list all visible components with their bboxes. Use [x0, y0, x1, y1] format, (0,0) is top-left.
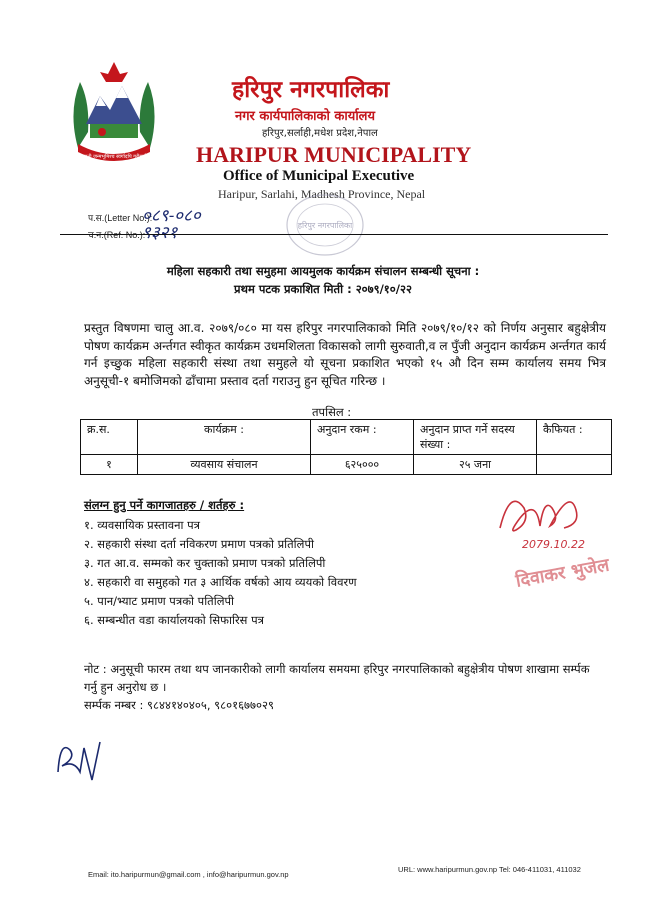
nepal-emblem-icon: [60, 52, 168, 172]
municipality-seal: [283, 190, 367, 260]
notice-body: [84, 320, 606, 390]
office-name-english: Office of Municipal Executive: [223, 168, 415, 184]
note-text: नोट : अनुसूची फारम तथा थप जानकारीको लागी कार्यालय समयमा हरिपुर नगरपालिकाको बहुक्षेत्रीय पोषण शाखामा सर्म्पक गर्नु हुन अनुरोध छ ।: [84, 662, 590, 694]
author-signature: [50, 732, 110, 788]
address-english: Haripur, Sarlahi, Madhesh Province, Nepal: [218, 187, 426, 201]
svg-text:जननी जन्मभूमिश्च स्वर्गादपि गर: जननी जन्मभूमिश्च स्वर्गादपि गरीयसी: [80, 154, 148, 160]
details-label: तपसिल :: [312, 405, 352, 419]
letter-no-value: ०८९-०८०: [142, 206, 201, 225]
contact-numbers: सर्म्पक नम्बर : ९८४४१४०४०५, ९८०१६७७०२९: [84, 698, 274, 712]
publish-date: प्रथम पटक प्रकाशित मिती : २०७९/१०/२२: [234, 282, 412, 296]
footer-url: URL: www.haripurmun.gov.np Tel: 046-411031, 411032: [398, 865, 581, 874]
letter-no-label: प.स.(Letter No.):: [88, 213, 153, 223]
official-signature: [480, 478, 600, 558]
table-row: [81, 455, 612, 475]
municipality-name-english: HARIPUR MUNICIPALITY: [196, 142, 472, 167]
footer-email: Email: ito.haripurmun@gmail.com , info@haripurmun.gov.np: [88, 870, 289, 879]
table-cell: व्यवसाय संचालन: [138, 455, 311, 475]
table-header-cell: अनुदान रकम :: [311, 420, 414, 455]
notice-subject: महिला सहकारी तथा समुहमा आयमुलक कार्यक्रम संचालन सम्बन्धी सूचना :: [166, 264, 480, 278]
program-table: [80, 419, 612, 475]
table-cell: १: [81, 455, 138, 475]
list-item: ४. सहकारी वा समुहको गत ३ आर्थिक वर्षको आय व्ययको विवरण: [84, 575, 357, 589]
list-item: ५. पान/भ्याट प्रमाण पत्रको पतिलिपी: [84, 594, 235, 608]
note-section: [84, 660, 606, 714]
official-stamp-name: दिवाकर भुजेल: [514, 554, 611, 592]
list-item: १. व्यवसायिक प्रस्तावना पत्र: [84, 518, 201, 532]
table-cell: ६२५०००: [311, 455, 414, 475]
municipality-name-nepali: हरिपुर नगरपालिका: [232, 77, 390, 103]
office-name-nepali: नगर कार्यपालिकाको कार्यालय: [235, 109, 376, 124]
ref-no-label: च.न.(Ref. No.):: [88, 230, 146, 240]
list-item: २. सहकारी संस्था दर्ता नविकरण प्रमाण पत्रको प्रतिलिपी: [84, 537, 314, 551]
documents-list: [84, 516, 357, 630]
address-nepali: हरिपुर,सर्लाही,मधेश प्रदेश,नेपाल: [262, 128, 378, 139]
header-divider: [60, 234, 608, 235]
ref-no-value: ९३२१: [142, 223, 178, 242]
svg-text:2079.10.22: 2079.10.22: [522, 538, 585, 551]
list-item: ३. गत आ.व. सम्मको कर चुक्ताको प्रमाण पत्रको प्रतिलिपी: [84, 556, 326, 570]
table-header-cell: अनुदान प्राप्त गर्ने सदस्य संख्या :: [414, 420, 537, 455]
official-stamp: [514, 552, 623, 626]
svg-text:हरिपुर नगरपालिका: हरिपुर नगरपालिका: [297, 221, 353, 230]
documents-heading: संलग्न हुनु पर्ने कागजातहरु / शर्तहरु :: [84, 498, 245, 512]
notice-body-text: प्रस्तुत विषणमा चालु आ.व. २०७९/०८० मा यस हरिपुर नगरपालिकाको मिति २०७९/१०/१२ को निर्णय अनुसार बहुक्षेत्रीय पोषण कार्यक्रम अर्न्तगत स्वीकृत कार्यक्रम उधमशिलता विकासको लागी सुरुवाती,व ल पुँजी अनुदान कार्यक्रम अर्न्तगत कार्य गर्न इच्छुक महिला सहकारी संस्था तथा समुहले यो सूचना प्रकाशित भएको १५ औ दिन सम्म कार्यालय समय भित्र अनुसूची-१ बमोजिमको ढाँचामा प्रस्ताव दर्ता गराउनु हुन सूचित गरिन्छ ।: [84, 321, 606, 388]
table-header-cell: कैफियत :: [537, 420, 612, 455]
table-header-row: [81, 420, 612, 455]
table-header-cell: कार्यक्रम :: [138, 420, 311, 455]
table-cell: [537, 455, 612, 475]
list-item: ६. सम्बन्धीत वडा कार्यालयको सिफारिस पत्र: [84, 613, 264, 627]
table-cell: २५ जना: [414, 455, 537, 475]
table-header-cell: क्र.स.: [81, 420, 138, 455]
